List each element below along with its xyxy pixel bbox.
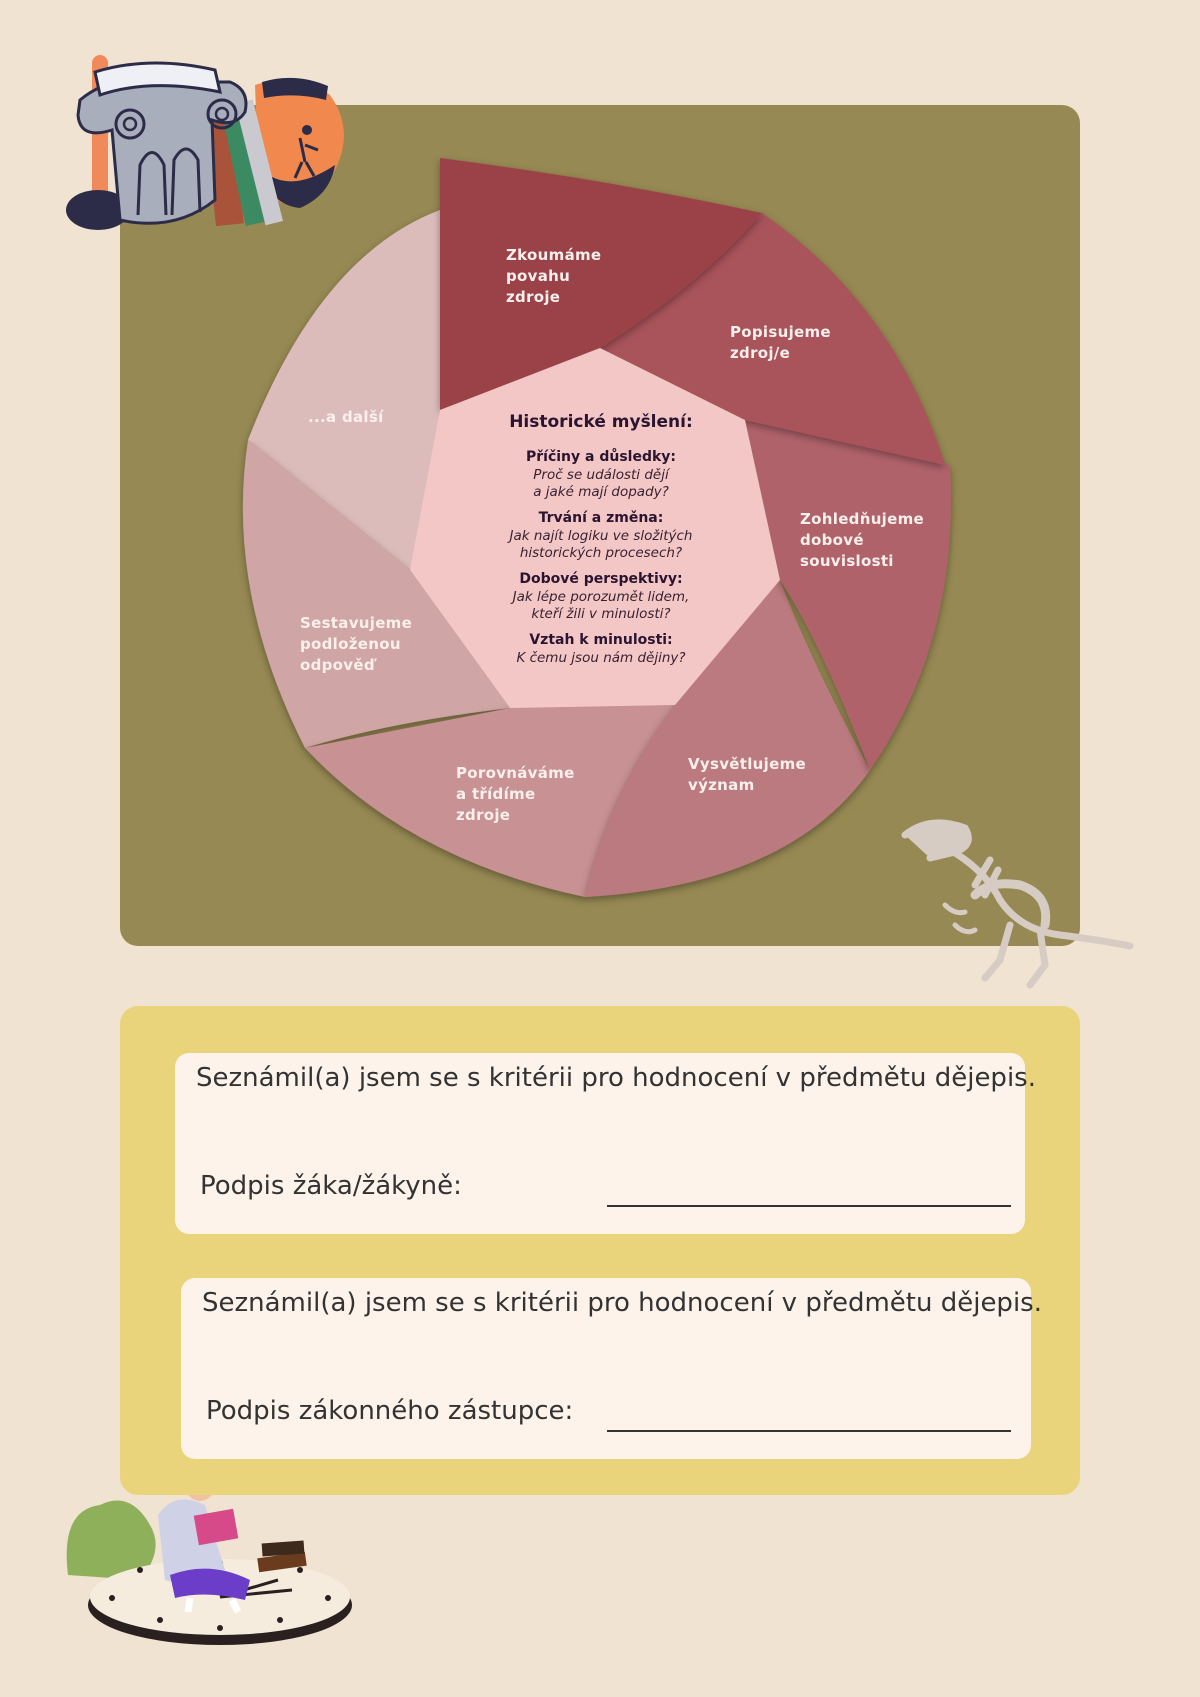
segment-label-porovnavame: Porovnáváme a třídíme zdroje [456, 764, 575, 824]
acknowledgement-statement: Seznámil(a) jsem se s kritérii pro hodnocení v předmětu dějepis. [202, 1288, 1042, 1318]
signature-line-guardian[interactable] [607, 1430, 1011, 1432]
center-item-question: K čemu jsou nám dějiny? [516, 650, 686, 666]
segment-label-popisujeme: Popisujeme zdroj/e [730, 323, 831, 362]
dinosaur-skeleton-illustration [905, 823, 1130, 985]
center-item-question: historických procesech? [519, 545, 683, 561]
segment-label-dalsi: ...a další [308, 408, 384, 426]
segment-label-sestavujeme: Sestavujeme podloženou odpověď [300, 614, 413, 674]
center-item-heading: Vztah k minulosti: [529, 632, 673, 648]
center-item-heading: Trvání a změna: [538, 510, 664, 526]
acknowledgement-card-guardian [181, 1278, 1042, 1459]
signature-line-student[interactable] [607, 1205, 1011, 1207]
column-books-vase-illustration [66, 55, 344, 230]
center-item-question: kteří žili v minulosti? [531, 606, 671, 622]
signature-label-student: Podpis žáka/žákyně: [200, 1171, 462, 1201]
center-item-question: Jak najít logiku ve složitých [509, 528, 693, 544]
center-item-question: Proč se události dějí [533, 467, 669, 483]
acknowledgement-card-student [175, 1053, 1036, 1234]
center-item-question: a jaké mají dopady? [533, 484, 669, 500]
signature-label-guardian: Podpis zákonného zástupce: [206, 1396, 574, 1426]
segment-label-vysvetlujeme: Vysvětlujeme význam [688, 755, 806, 794]
segment-label-zohlednujeme: Zohledňujeme dobové souvislosti [800, 510, 924, 570]
center-item-heading: Příčiny a důsledky: [525, 449, 677, 465]
reading-woman-clock-illustration [67, 1470, 352, 1645]
acknowledgement-statement: Seznámil(a) jsem se s kritérii pro hodnocení v předmětu dějepis. [196, 1063, 1036, 1093]
center-item-heading: Dobové perspektivy: [519, 571, 683, 587]
segment-label-zkoumame: Zkoumáme povahu zdroje [506, 246, 602, 306]
center-item-question: Jak lépe porozumět lidem, [512, 589, 690, 605]
center-title: Historické myšlení: [509, 412, 693, 432]
